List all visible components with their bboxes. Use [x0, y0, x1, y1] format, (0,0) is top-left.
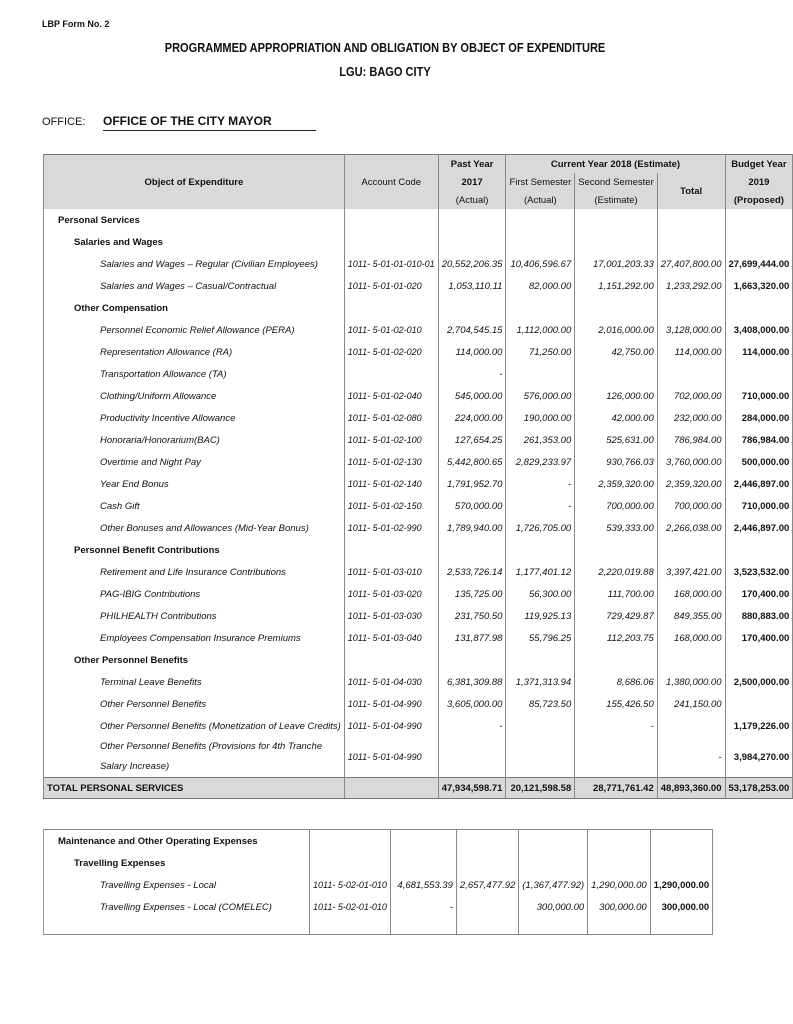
- second-semester-value: [575, 363, 658, 385]
- budget-year-value: 170,400.00: [725, 627, 793, 649]
- account-code: 1011- 5-01-02-130: [344, 451, 438, 473]
- second-semester-value: 17,001,203.33: [575, 253, 658, 275]
- past-year-value: 20,552,206.35: [438, 253, 506, 275]
- table-row: [44, 341, 793, 363]
- total-value: 2,266,038.00: [657, 517, 725, 539]
- first-semester-value: -: [506, 473, 575, 495]
- expenditure-name: Salaries and Wages – Regular (Civilian Employees): [44, 253, 345, 275]
- table-row: [44, 896, 713, 918]
- second-semester-value: 42,000.00: [575, 407, 658, 429]
- account-code: [344, 363, 438, 385]
- account-code: 1011- 5-01-03-010: [344, 561, 438, 583]
- past-year-value: 131,877.98: [438, 627, 506, 649]
- account-code: 1011- 5-01-02-020: [344, 341, 438, 363]
- first-semester-value: 1,112,000.00: [506, 319, 575, 341]
- past-year-value: 545,000.00: [438, 385, 506, 407]
- first-semester-value: 1,726,705.00: [506, 517, 575, 539]
- header-budget-year-yr: 2019: [725, 173, 793, 191]
- total-budget: 53,178,253.00: [725, 778, 793, 799]
- table-row: [44, 495, 793, 517]
- table-row: [44, 451, 793, 473]
- total-value: 702,000.00: [657, 385, 725, 407]
- budget-year-value: 786,984.00: [725, 429, 793, 451]
- account-code: 1011- 5-02-01-010: [310, 874, 391, 896]
- expenditure-name: Retirement and Life Insurance Contributions: [44, 561, 345, 583]
- account-code: 1011- 5-01-02-100: [344, 429, 438, 451]
- second-semester-value: 8,686.06: [575, 671, 658, 693]
- expenditure-name: Honoraria/Honorarium(BAC): [44, 429, 345, 451]
- account-code: 1011- 5-01-02-010: [344, 319, 438, 341]
- table-row: [44, 253, 793, 275]
- budget-year-value: 2,500,000.00: [725, 671, 793, 693]
- total-value: 232,000.00: [657, 407, 725, 429]
- section-other-compensation: Other Compensation: [44, 297, 345, 319]
- total-value: 2,359,320.00: [657, 473, 725, 495]
- expenditure-name: Cash Gift: [44, 495, 345, 517]
- second-semester-value: 111,700.00: [575, 583, 658, 605]
- total-value: [657, 715, 725, 737]
- total-value: [657, 363, 725, 385]
- second-semester-value: 155,426.50: [575, 693, 658, 715]
- total-label: TOTAL PERSONAL SERVICES: [44, 778, 345, 799]
- table-row: [44, 319, 793, 341]
- past-year-value: [438, 737, 506, 778]
- total-value: 849,355.00: [657, 605, 725, 627]
- total-past: 47,934,598.71: [438, 778, 506, 799]
- budget-year-value: 284,000.00: [725, 407, 793, 429]
- header-object: Object of Expenditure: [44, 155, 345, 210]
- past-year-value: 1,053,110.11: [438, 275, 506, 297]
- total-value: 3,397,421.00: [657, 561, 725, 583]
- second-semester-value: 930,766.03: [575, 451, 658, 473]
- budget-year-value: 2,446,897.00: [725, 473, 793, 495]
- past-year-value: 1,789,940.00: [438, 517, 506, 539]
- budget-year-value: 114,000.00: [725, 341, 793, 363]
- section-travelling-expenses: Travelling Expenses: [44, 852, 310, 874]
- first-semester-value: 2,829,233.97: [506, 451, 575, 473]
- past-year-value: 4,681,553.39: [390, 874, 456, 896]
- expenditure-name: Terminal Leave Benefits: [44, 671, 345, 693]
- header-account-code: Account Code: [344, 155, 438, 210]
- total-value: 114,000.00: [657, 341, 725, 363]
- past-year-value: 2,704,545.15: [438, 319, 506, 341]
- past-year-value: 2,533,726.14: [438, 561, 506, 583]
- account-code: 1011- 5-02-01-010: [310, 896, 391, 918]
- total-first: 20,121,598.58: [506, 778, 575, 799]
- first-semester-value: 56,300.00: [506, 583, 575, 605]
- total-value: -: [657, 737, 725, 778]
- account-code: 1011- 5-01-04-990: [344, 693, 438, 715]
- first-semester-value: [506, 363, 575, 385]
- header-budget-year-note: (Proposed): [725, 191, 793, 209]
- expenditure-name: Travelling Expenses - Local (COMELEC): [44, 896, 310, 918]
- budget-year-value: 3,523,532.00: [725, 561, 793, 583]
- account-code: 1011- 5-01-02-150: [344, 495, 438, 517]
- past-year-value: 6,381,309.88: [438, 671, 506, 693]
- expenditure-name: Travelling Expenses - Local: [44, 874, 310, 896]
- past-year-value: -: [390, 896, 456, 918]
- account-code: 1011- 5-01-03-020: [344, 583, 438, 605]
- table-row: [44, 737, 793, 778]
- table-row: [44, 561, 793, 583]
- first-semester-value: 10,406,596.67: [506, 253, 575, 275]
- budget-year-value: 300,000.00: [650, 896, 712, 918]
- table-row: [44, 671, 793, 693]
- total-value: 27,407,800.00: [657, 253, 725, 275]
- budget-year-value: 1,663,320.00: [725, 275, 793, 297]
- account-code: 1011- 5-01-02-990: [344, 517, 438, 539]
- section-salaries-and-wages: Salaries and Wages: [44, 231, 345, 253]
- expenditure-name: Productivity Incentive Allowance: [44, 407, 345, 429]
- second-semester-value: 126,000.00: [575, 385, 658, 407]
- second-semester-value: 112,203.75: [575, 627, 658, 649]
- expenditure-name: Other Personnel Benefits: [44, 693, 345, 715]
- second-semester-value: [575, 737, 658, 778]
- form-number: LBP Form No. 2: [42, 19, 110, 29]
- budget-year-value: 170,400.00: [725, 583, 793, 605]
- total-value: 300,000.00: [588, 896, 650, 918]
- total-value: 786,984.00: [657, 429, 725, 451]
- past-year-value: 224,000.00: [438, 407, 506, 429]
- second-semester-value: -: [575, 715, 658, 737]
- expenditure-name: Clothing/Uniform Allowance: [44, 385, 345, 407]
- first-semester-value: 576,000.00: [506, 385, 575, 407]
- total-value: 3,128,000.00: [657, 319, 725, 341]
- second-semester-value: 700,000.00: [575, 495, 658, 517]
- table-row: [44, 517, 793, 539]
- total-value: 241,150.00: [657, 693, 725, 715]
- total-value: 3,760,000.00: [657, 451, 725, 473]
- table-row: [44, 429, 793, 451]
- first-semester-value: [506, 737, 575, 778]
- second-semester-value: 1,151,292.00: [575, 275, 658, 297]
- second-semester-value: (1,367,477.92): [519, 874, 588, 896]
- office-label: OFFICE:: [42, 116, 86, 128]
- header-first-sem: First Semester: [506, 173, 575, 191]
- header-budget-year: Budget Year: [725, 155, 793, 174]
- first-semester-value: [456, 896, 518, 918]
- past-year-value: 5,442,800.65: [438, 451, 506, 473]
- header-past-year-yr: 2017: [438, 173, 506, 191]
- account-code: 1011- 5-01-02-140: [344, 473, 438, 495]
- total-personal-services-row: [44, 778, 793, 799]
- budget-year-value: 710,000.00: [725, 385, 793, 407]
- expenditure-name: Other Personnel Benefits (Monetization of Leave Credits): [44, 715, 345, 737]
- table-row: [44, 583, 793, 605]
- past-year-value: 1,791,952.70: [438, 473, 506, 495]
- expenditure-name: Other Personnel Benefits (Provisions for 4th Tranche Salary Increase): [44, 737, 345, 778]
- first-semester-value: 55,796.25: [506, 627, 575, 649]
- budget-year-value: [725, 693, 793, 715]
- total-value: 168,000.00: [657, 583, 725, 605]
- expenditure-name: Representation Allowance (RA): [44, 341, 345, 363]
- first-semester-value: 1,371,313.94: [506, 671, 575, 693]
- budget-year-value: 1,290,000.00: [650, 874, 712, 896]
- total-value: 1,290,000.00: [588, 874, 650, 896]
- header-past-year: Past Year: [438, 155, 506, 174]
- first-semester-value: -: [506, 495, 575, 517]
- first-semester-value: 71,250.00: [506, 341, 575, 363]
- table-row: [44, 363, 793, 385]
- header-second-sem: Second Semester: [575, 173, 658, 191]
- budget-year-value: 710,000.00: [725, 495, 793, 517]
- personal-services-table: [43, 154, 793, 799]
- second-semester-value: 525,631.00: [575, 429, 658, 451]
- past-year-value: 570,000.00: [438, 495, 506, 517]
- account-code: 1011- 5-01-03-030: [344, 605, 438, 627]
- lgu-title: LGU: BAGO CITY: [339, 64, 431, 79]
- account-code: 1011- 5-01-02-080: [344, 407, 438, 429]
- header-first-sem-note: (Actual): [506, 191, 575, 209]
- past-year-value: 3,605,000.00: [438, 693, 506, 715]
- account-code: 1011- 5-01-01-010-01: [344, 253, 438, 275]
- past-year-value: 135,725.00: [438, 583, 506, 605]
- header-second-sem-note: (Estimate): [575, 191, 658, 209]
- first-semester-value: 85,723.50: [506, 693, 575, 715]
- expenditure-name: Personnel Economic Relief Allowance (PERA): [44, 319, 345, 341]
- first-semester-value: [506, 715, 575, 737]
- first-semester-value: 1,177,401.12: [506, 561, 575, 583]
- second-semester-value: 539,333.00: [575, 517, 658, 539]
- first-semester-value: 2,657,477.92: [456, 874, 518, 896]
- section-personal-services: Personal Services: [44, 209, 345, 231]
- budget-year-value: 1,179,226.00: [725, 715, 793, 737]
- total-value: 168,000.00: [657, 627, 725, 649]
- second-semester-value: 300,000.00: [519, 896, 588, 918]
- expenditure-name: Year End Bonus: [44, 473, 345, 495]
- past-year-value: -: [438, 363, 506, 385]
- total-value: 1,233,292.00: [657, 275, 725, 297]
- mooe-table: [43, 829, 713, 935]
- total-value: 700,000.00: [657, 495, 725, 517]
- section-other-personnel-benefits: Other Personnel Benefits: [44, 649, 345, 671]
- header-past-year-note: (Actual): [438, 191, 506, 209]
- first-semester-value: 82,000.00: [506, 275, 575, 297]
- budget-year-value: 3,984,270.00: [725, 737, 793, 778]
- second-semester-value: 2,016,000.00: [575, 319, 658, 341]
- header-current-year: Current Year 2018 (Estimate): [506, 155, 725, 174]
- table-row: [44, 874, 713, 896]
- past-year-value: 114,000.00: [438, 341, 506, 363]
- budget-year-value: 500,000.00: [725, 451, 793, 473]
- section-mooe: Maintenance and Other Operating Expenses: [44, 830, 310, 853]
- budget-year-value: 27,699,444.00: [725, 253, 793, 275]
- total-value: 1,380,000.00: [657, 671, 725, 693]
- table-row: [44, 473, 793, 495]
- expenditure-name: Employees Compensation Insurance Premiums: [44, 627, 345, 649]
- total-total: 48,893,360.00: [657, 778, 725, 799]
- table-row: [44, 627, 793, 649]
- expenditure-name: Transportation Allowance (TA): [44, 363, 345, 385]
- expenditure-name: Overtime and Night Pay: [44, 451, 345, 473]
- account-code: 1011- 5-01-04-990: [344, 737, 438, 778]
- table-row: [44, 407, 793, 429]
- section-personnel-benefit-contributions: Personnel Benefit Contributions: [44, 539, 345, 561]
- account-code: 1011- 5-01-04-030: [344, 671, 438, 693]
- budget-year-value: 3,408,000.00: [725, 319, 793, 341]
- table-row: [44, 605, 793, 627]
- header-total: Total: [657, 173, 725, 209]
- past-year-value: -: [438, 715, 506, 737]
- office-name: OFFICE OF THE CITY MAYOR: [103, 114, 316, 131]
- total-second: 28,771,761.42: [575, 778, 658, 799]
- expenditure-name: PAG-IBIG Contributions: [44, 583, 345, 605]
- past-year-value: 231,750.50: [438, 605, 506, 627]
- second-semester-value: 2,220,019.88: [575, 561, 658, 583]
- budget-year-value: [725, 363, 793, 385]
- table-row: [44, 693, 793, 715]
- account-code: 1011- 5-01-04-990: [344, 715, 438, 737]
- first-semester-value: 119,925.13: [506, 605, 575, 627]
- budget-year-value: 880,883.00: [725, 605, 793, 627]
- expenditure-name: Other Bonuses and Allowances (Mid-Year Bonus): [44, 517, 345, 539]
- budget-year-value: 2,446,897.00: [725, 517, 793, 539]
- first-semester-value: 261,353.00: [506, 429, 575, 451]
- expenditure-name: PHILHEALTH Contributions: [44, 605, 345, 627]
- table-row: [44, 715, 793, 737]
- table-row: [44, 275, 793, 297]
- account-code: 1011- 5-01-02-040: [344, 385, 438, 407]
- second-semester-value: 42,750.00: [575, 341, 658, 363]
- second-semester-value: 2,359,320.00: [575, 473, 658, 495]
- table-row: [44, 385, 793, 407]
- account-code: 1011- 5-01-03-040: [344, 627, 438, 649]
- expenditure-name: Salaries and Wages – Casual/Contractual: [44, 275, 345, 297]
- first-semester-value: 190,000.00: [506, 407, 575, 429]
- account-code: 1011- 5-01-01-020: [344, 275, 438, 297]
- past-year-value: 127,654.25: [438, 429, 506, 451]
- second-semester-value: 729,429.87: [575, 605, 658, 627]
- document-title: PROGRAMMED APPROPRIATION AND OBLIGATION BY OBJECT OF EXPENDITURE: [164, 40, 606, 55]
